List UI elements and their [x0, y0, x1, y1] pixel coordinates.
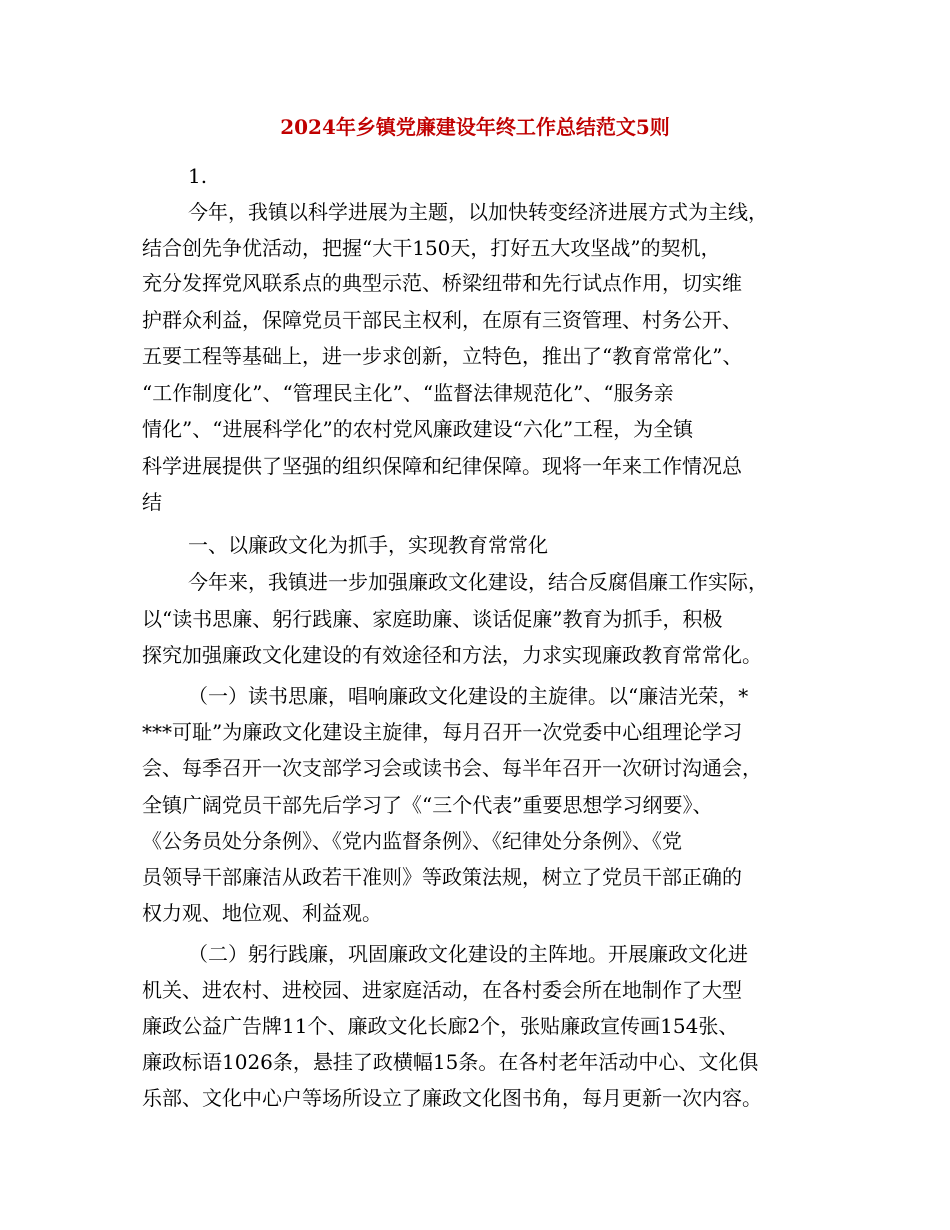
section-number: 1. — [188, 164, 208, 188]
paragraph-line: 廉政标语1026条，悬挂了政横幅15条。在各村老年活动中心、文化俱 — [142, 1050, 759, 1074]
paragraph-line: 今年来，我镇进一步加强廉政文化建设，结合反腐倡廉工作实际， — [188, 570, 768, 594]
paragraph-line: 护群众利益，保障党员干部民主权利，在原有三资管理、村务公开、 — [142, 308, 742, 332]
paragraph-line: 员领导干部廉洁从政若干准则》等政策法规，树立了党员干部正确的 — [142, 865, 742, 889]
paragraph-line: 乐部、文化中心户等场所设立了廉政文化图书角，每月更新一次内容。 — [142, 1086, 762, 1110]
document-title: 2024年乡镇党廉建设年终工作总结范文5则 — [280, 115, 670, 139]
paragraph-line: （二）躬行践廉，巩固廉政文化建设的主阵地。开展廉政文化进 — [188, 942, 748, 966]
paragraph-line: 以“读书思廉、躬行践廉、家庭助廉、谈话促廉”教育为抓手，积极 — [142, 607, 723, 631]
paragraph-line: 机关、进农村、进校园、进家庭活动，在各村委会所在地制作了大型 — [142, 978, 742, 1002]
paragraph-line: 会、每季召开一次支部学习会或读书会、每半年召开一次研讨沟通会， — [142, 756, 762, 780]
paragraph-line: 充分发挥党风联系点的典型示范、桥梁纽带和先行试点作用，切实维 — [142, 271, 742, 295]
paragraph-line: （一）读书思廉，唱响廉政文化建设的主旋律。以“廉洁光荣，* — [188, 684, 749, 708]
paragraph-line: 廉政公益广告牌11个、廉政文化长廊2个，张贴廉政宣传画154张、 — [142, 1014, 739, 1038]
paragraph-line: ***可耻”为廉政文化建设主旋律，每月召开一次党委中心组理论学习 — [142, 720, 743, 744]
paragraph-line: 五要工程等基础上，进一步求创新，立特色，推出了“教育常常化”、 — [142, 344, 743, 368]
paragraph-line: “工作制度化”、“管理民主化”、“监督法律规范化”、“服务亲 — [142, 381, 674, 405]
paragraph-line: 探究加强廉政文化建设的有效途径和方法，力求实现廉政教育常常化。 — [142, 643, 762, 667]
paragraph-line: 全镇广阔党员干部先后学习了《“三个代表”重要思想学习纲要》、 — [142, 793, 713, 817]
paragraph-line: 科学进展提供了坚强的组织保障和纪律保障。现将一年来工作情况总 — [142, 454, 742, 478]
paragraph-line: 结合创先争优活动，把握“大干150天，打好五大攻坚战”的契机， — [142, 236, 721, 260]
paragraph-line: 情化”、“进展科学化”的农村党风廉政建设“六化”工程，为全镇 — [142, 417, 694, 441]
paragraph-line: 《公务员处分条例》、《党内监督条例》、《纪律处分条例》、《党 — [142, 829, 682, 853]
paragraph-line: 权力观、地位观、利益观。 — [142, 901, 382, 925]
section-heading: 一、以廉政文化为抓手，实现教育常常化 — [188, 533, 548, 557]
paragraph-line: 结 — [142, 490, 162, 514]
paragraph-line: 今年，我镇以科学进展为主题，以加快转变经济进展方式为主线， — [188, 200, 768, 224]
